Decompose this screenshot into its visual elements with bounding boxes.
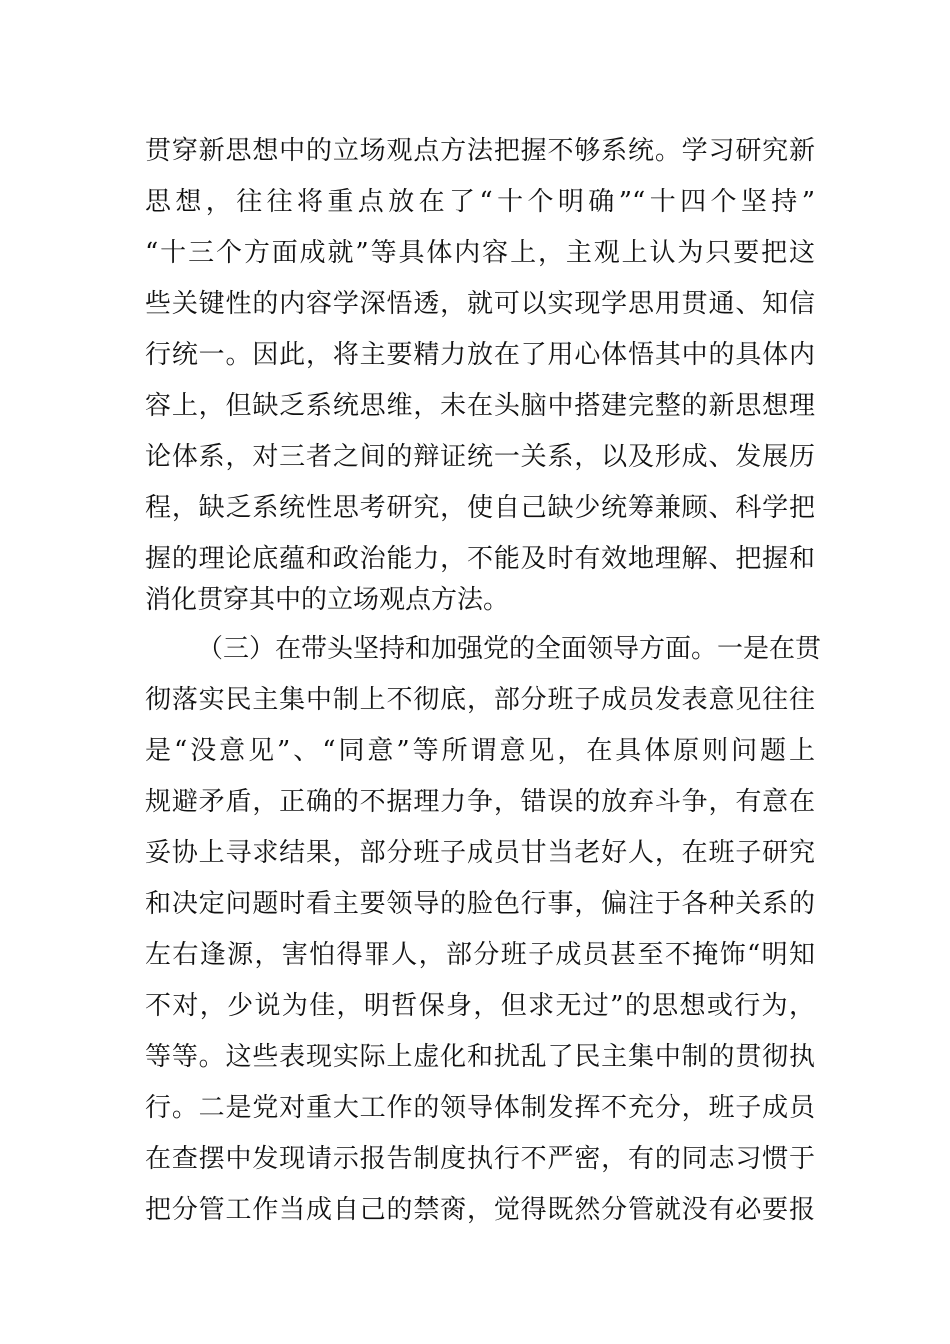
text-line: 思想，往往将重点放在了“十个明确”“十四个坚持”: [145, 187, 815, 217]
text-line: 彻落实民主集中制上不彻底，部分班子成员发表意见往往: [145, 685, 815, 715]
text-line: 消化贯穿其中的立场观点方法。: [145, 585, 510, 615]
text-line: 贯穿新思想中的立场观点方法把握不够系统。学习研究新: [145, 136, 815, 166]
text-line: 妥协上寻求结果，部分班子成员甘当老好人，在班子研究: [145, 838, 815, 868]
text-line: 在查摆中发现请示报告制度执行不严密，有的同志习惯于: [145, 1144, 815, 1174]
text-line: 是“没意见”、“同意”等所谓意见，在具体原则问题上: [145, 736, 815, 766]
text-line: 程，缺乏系统性思考研究，使自己缺少统筹兼顾、科学把: [145, 493, 815, 523]
text-line: 论体系，对三者之间的辩证统一关系，以及形成、发展历: [145, 442, 815, 472]
text-line: 等等。这些表现实际上虚化和扰乱了民主集中制的贯彻执: [145, 1042, 815, 1072]
text-line: 和决定问题时看主要领导的脸色行事，偏注于各种关系的: [145, 889, 815, 919]
text-line: 规避矛盾，正确的不据理力争，错误的放弃斗争，有意在: [145, 787, 815, 817]
text-line: 行统一。因此，将主要精力放在了用心体悟其中的具体内: [145, 340, 815, 370]
text-line: “十三个方面成就”等具体内容上，主观上认为只要把这: [145, 238, 815, 268]
text-line: 行。二是党对重大工作的领导体制发挥不充分，班子成员: [145, 1093, 815, 1123]
paragraph-first-line: （三）在带头坚持和加强党的全面领导方面。一是在贯: [197, 634, 822, 664]
text-line: 不对，少说为佳，明哲保身，但求无过”的思想或行为，: [145, 991, 815, 1021]
text-line: 左右逢源，害怕得罪人，部分班子成员甚至不掩饰“明知: [145, 940, 815, 970]
text-line: 容上，但缺乏系统思维，未在头脑中搭建完整的新思想理: [145, 391, 815, 421]
text-line: 握的理论底蕴和政治能力，不能及时有效地理解、把握和: [145, 544, 815, 574]
text-line: 把分管工作当成自己的禁脔，觉得既然分管就没有必要报: [145, 1195, 815, 1225]
text-line: 些关键性的内容学深悟透，就可以实现学思用贯通、知信: [145, 289, 815, 319]
